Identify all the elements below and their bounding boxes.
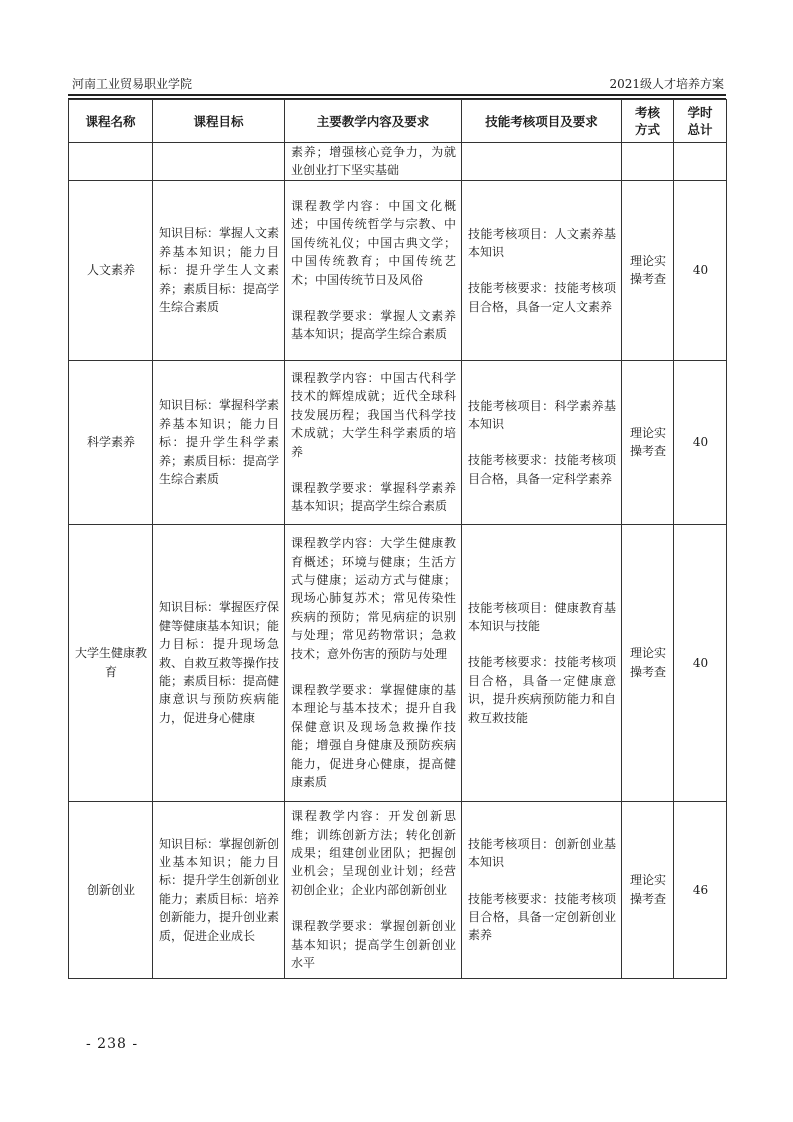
skill-item: 技能考核项目：人文素养基本知识 xyxy=(468,226,616,259)
page-number: - 238 - xyxy=(86,1036,139,1052)
table-row xyxy=(69,180,727,360)
document-title: 2021级人才培养方案 xyxy=(609,77,724,91)
skill-requirement: 技能考核要求：技能考核项目合格，具备一定人文素养 xyxy=(468,281,616,314)
skill-requirement: 技能考核要求：技能考核项目合格，具备一定创新创业素养 xyxy=(468,891,616,943)
cell-course-name: 人文素养 xyxy=(69,180,153,360)
skill-item: 技能考核项目：创新创业基本知识 xyxy=(468,836,616,870)
cell-assessment-method: 理论实操考查 xyxy=(622,360,674,524)
col-header-skill: 技能考核项目及要求 xyxy=(462,100,622,143)
cell-course-content xyxy=(285,360,462,524)
course-table xyxy=(68,99,727,979)
col-header-content: 主要教学内容及要求 xyxy=(285,100,462,143)
col-header-hours-line2: 总计 xyxy=(687,122,713,137)
cell-empty xyxy=(622,143,674,181)
cell-course-content xyxy=(285,801,462,978)
content-requirement: 课程教学要求：掌握创新创业基本知识；提高学生创新创业水平 xyxy=(291,919,456,971)
spacer xyxy=(468,635,616,653)
cell-total-hours: 40 xyxy=(674,360,727,524)
content-continuation-text: 素养；增强核心竞争力，为就业创业打下坚实基础 xyxy=(291,145,456,178)
content-description: 课程教学内容：中国古代科学技术的辉煌成就；近代全球科技发展历程；我国当代科学技术成就；大学生科学素质的培养 xyxy=(291,370,456,459)
table-header-row xyxy=(69,100,727,143)
spacer xyxy=(468,433,616,451)
course-goal-text: 知识目标：掌握医疗保健等健康基本知识；能力目标：提升现场急救、自救互救等操作技能；素质目标：提高健康意识与预防疾病能力，促进身心健康 xyxy=(159,600,280,725)
col-header-hours-line1: 学时 xyxy=(687,105,713,120)
cell-course-name: 创新创业 xyxy=(69,801,153,978)
col-header-method-line1: 考核 xyxy=(634,105,660,120)
cell-total-hours: 40 xyxy=(674,180,727,360)
course-goal-text: 知识目标：掌握人文素养基本知识；能力目标：提升学生人文素养；素质目标：提高学生综合素质 xyxy=(159,226,280,314)
cell-skill-assessment xyxy=(462,360,622,524)
cell-assessment-method: 理论实操考查 xyxy=(622,801,674,978)
spacer xyxy=(468,872,616,890)
content-description: 课程教学内容：大学生健康教育概述；环境与健康；生活方式与健康；运动方式与健康；现场心肺复苏术；常见传染性疾病的预防；常见病症的识别与处理；常见药物常识；急救技术；意外伤害的预防与处理 xyxy=(291,536,456,661)
spacer xyxy=(468,261,616,279)
content-description: 课程教学内容：开发创新思维；训练创新方法；转化创新成果；组建创业团队；把握创业机会；呈现创业计划；经营初创企业；企业内部创新创业 xyxy=(291,809,456,897)
cell-total-hours: 46 xyxy=(674,801,727,978)
skill-requirement: 技能考核要求：技能考核项目合格，具备一定科学素养 xyxy=(468,453,616,486)
skill-item: 技能考核项目：科学素养基本知识 xyxy=(468,398,616,431)
table-row-continuation xyxy=(69,143,727,181)
col-header-method xyxy=(622,100,674,143)
cell-course-goal xyxy=(153,180,285,360)
cell-empty xyxy=(462,143,622,181)
col-header-goal: 课程目标 xyxy=(153,100,285,143)
content-requirement: 课程教学要求：掌握科学素养基本知识；提高学生综合素质 xyxy=(291,480,456,514)
cell-empty xyxy=(153,143,285,181)
cell-course-content xyxy=(285,180,462,360)
cell-skill-assessment xyxy=(462,180,622,360)
table-row xyxy=(69,360,727,524)
table-row xyxy=(69,801,727,978)
cell-empty xyxy=(69,143,153,181)
cell-assessment-method: 理论实操考查 xyxy=(622,180,674,360)
cell-course-goal xyxy=(153,524,285,801)
cell-course-goal xyxy=(153,801,285,978)
school-name: 河南工业贸易职业学院 xyxy=(72,77,193,91)
cell-course-goal xyxy=(153,360,285,524)
content-requirement: 课程教学要求：掌握健康的基本理论与基本技术；提升自我保健意识及现场急救操作技能；增强自身健康及预防疾病能力，促进身心健康，提高健康素质 xyxy=(291,683,456,790)
skill-requirement: 技能考核要求：技能考核项目合格，具备一定健康意识，提升疾病预防能力和自救互救技能 xyxy=(468,655,616,725)
col-header-method-line2: 方式 xyxy=(634,122,660,137)
cell-assessment-method: 理论实操考查 xyxy=(622,524,674,801)
course-goal-text: 知识目标：掌握创新创业基本知识；能力目标：提升学生创新创业能力；素质目标：培养创新能力，提升创业素质，促进企业成长 xyxy=(159,836,280,943)
cell-skill-assessment xyxy=(462,801,622,978)
page-header xyxy=(68,74,726,96)
content-requirement: 课程教学要求：掌握人文素养基本知识；提高学生综合素质 xyxy=(291,308,456,342)
content-description: 课程教学内容：中国文化概述；中国传统哲学与宗教、中国传统礼仪；中国古典文学；中国传统教育；中国传统艺术；中国传统节日及风俗 xyxy=(291,198,456,287)
cell-total-hours: 40 xyxy=(674,524,727,801)
skill-item: 技能考核项目：健康教育基本知识与技能 xyxy=(468,600,616,633)
cell-skill-assessment xyxy=(462,524,622,801)
cell-content-continuation xyxy=(285,143,462,181)
table-row xyxy=(69,524,727,801)
cell-course-content xyxy=(285,524,462,801)
cell-course-name: 科学素养 xyxy=(69,360,153,524)
col-header-name: 课程名称 xyxy=(69,100,153,143)
cell-course-name: 大学生健康教育 xyxy=(69,524,153,801)
cell-empty xyxy=(674,143,727,181)
course-goal-text: 知识目标：掌握科学素养基本知识；能力目标：提升学生科学素养；素质目标：提高学生综合素质 xyxy=(159,398,280,486)
col-header-hours xyxy=(674,100,727,143)
